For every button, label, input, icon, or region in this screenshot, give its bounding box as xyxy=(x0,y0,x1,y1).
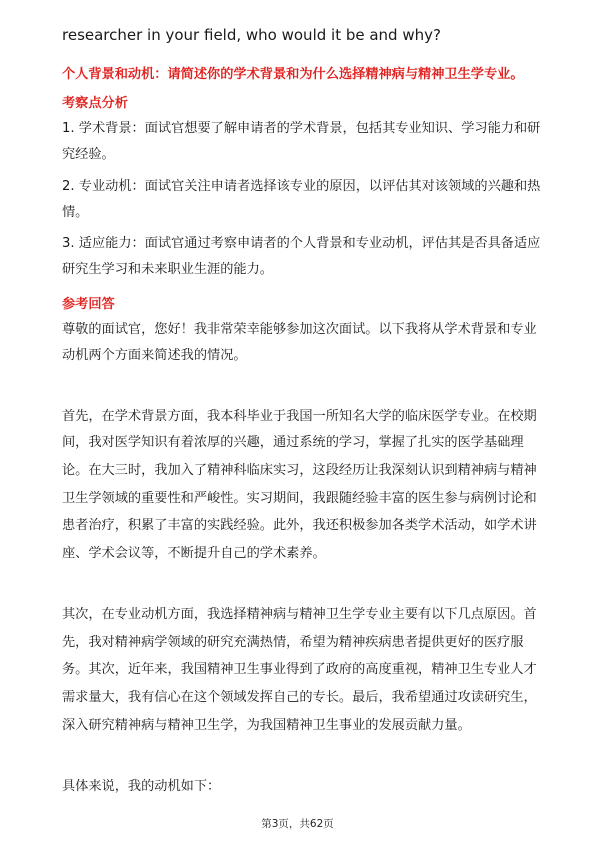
answer-line: 患者治疗，积累了丰富的实践经验。此外，我还积极参加各类学术活动，如学术讲 xyxy=(62,518,537,533)
analysis-line: 究经验。 xyxy=(62,147,115,162)
answer-line: 论。在大三时，我加入了精神科临床实习，这段经历让我深刻认识到精神病与精神 xyxy=(62,463,537,478)
analysis-line: 情。 xyxy=(62,205,89,220)
answer-line: 座、学术会议等，不断提升自己的学术素养。 xyxy=(62,546,326,561)
answer-line: 需求量大，我有信心在这个领域发挥自己的专长。最后，我希望通过攻读研究生， xyxy=(62,690,537,705)
answer-line: 动机两个方面来简述我的情况。 xyxy=(62,348,247,363)
question-heading: 个人背景和动机：请简述你的学术背景和为什么选择精神病与精神卫生学专业。 xyxy=(62,67,524,82)
answer-line: 其次，在专业动机方面，我选择精神病与精神卫生学专业主要有以下几点原因。首 xyxy=(62,607,537,622)
analysis-heading: 考察点分析 xyxy=(62,96,128,111)
answer-line: 间，我对医学知识有着浓厚的兴趣，通过系统的学习，掌握了扎实的医学基础理 xyxy=(62,435,524,450)
analysis-line: 研究生学习和未来职业生涯的能力。 xyxy=(62,262,273,277)
answer-line: 首先，在学术背景方面，我本科毕业于我国一所知名大学的临床医学专业。在校期 xyxy=(62,409,537,424)
page-footer: 第3页，共62页 xyxy=(261,818,334,830)
answer-line: 尊敬的面试官，您好！我非常荣幸能够参加这次面试。以下我将从学术背景和专业 xyxy=(62,322,537,337)
answer-line: 深入研究精神病与精神卫生学，为我国精神卫生事业的发展贡献力量。 xyxy=(62,718,471,733)
answer-line: 卫生学领域的重要性和严峻性。实习期间，我跟随经验丰富的医生参与病例讨论和 xyxy=(62,491,537,506)
analysis-line: 2. 专业动机：面试官关注申请者选择该专业的原因，以评估其对该领域的兴趣和热 xyxy=(62,179,541,194)
analysis-line: 3. 适应能力：面试官通过考察申请者的个人背景和专业动机，评估其是否具备适应 xyxy=(62,236,541,251)
answer-line: 具体来说，我的动机如下： xyxy=(62,779,221,794)
answer-line: 务。其次，近年来，我国精神卫生事业得到了政府的高度重视，精神卫生专业人才 xyxy=(62,662,537,677)
answer-line: 先，我对精神病学领域的研究充满热情，希望为精神疾病患者提供更好的医疗服 xyxy=(62,635,524,650)
intro-line: researcher in your field, who would it be and why? xyxy=(62,26,441,44)
answer-heading: 参考回答 xyxy=(62,297,115,312)
analysis-line: 1. 学术背景：面试官想要了解申请者的学术背景，包括其专业知识、学习能力和研 xyxy=(62,121,541,136)
